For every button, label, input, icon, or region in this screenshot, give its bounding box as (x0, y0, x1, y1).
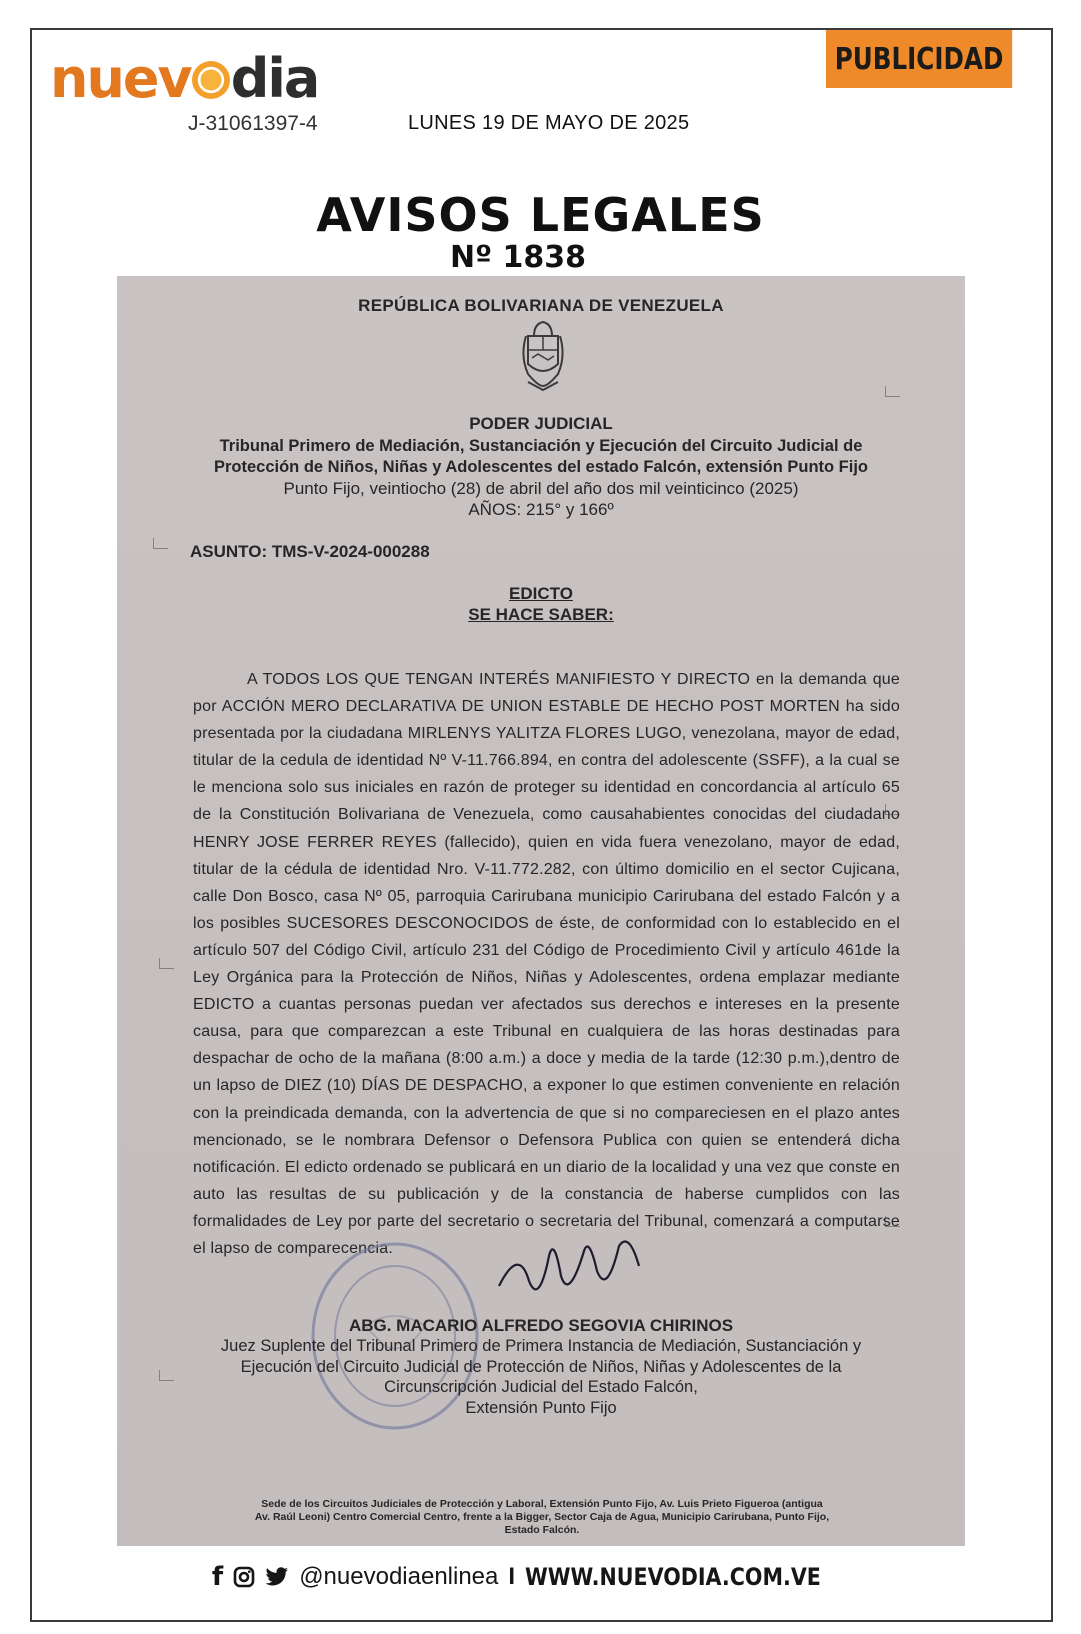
facebook-icon[interactable]: f (211, 1562, 224, 1592)
social-footer (0, 1562, 1081, 1592)
separator: I (508, 1563, 516, 1590)
logo-text-nuev: nuev (50, 47, 191, 110)
instagram-icon[interactable] (233, 1566, 255, 1588)
role-line-1: Juez Suplente del Tribunal Primero de Primera Instancia de Mediación, Sustanciación y (220, 1337, 862, 1355)
place-date-line: Punto Fijo, veintiocho (28) de abril del año dos mil veinticinco (2025) (283, 479, 799, 498)
scan-mark (159, 1370, 174, 1381)
se-hace-saber: SE HACE SABER: (468, 605, 614, 624)
years-line: AÑOS: 215° y 166º (468, 500, 614, 519)
address-line-2: Av. Raúl Leoni) Centro Comercial Centro, frente a la Bigger, Sector Caja de Agua, Municipio Carirubana, Punto Fijo, (254, 1511, 830, 1523)
tribunal-line-2: Protección de Niños, Niñas y Adolescentes del estado Falcón, extensión Punto Fijo (213, 458, 869, 476)
edicto-title: EDICTO (509, 584, 573, 603)
section-title: AVISOS LEGALES (316, 188, 765, 242)
notice-number: Nº 1838 (450, 240, 586, 275)
role-line-4: Extensión Punto Fijo (465, 1398, 617, 1417)
publication-date: LUNES 19 DE MAYO DE 2025 (408, 112, 690, 134)
legal-notice-scan (117, 276, 965, 1546)
place-and-date (117, 478, 965, 520)
social-handle[interactable]: @nuevodiaenlinea (299, 1563, 499, 1590)
role-line-3: Circunscripción Judicial del Estado Falcón, (384, 1378, 698, 1396)
poder-judicial-heading: PODER JUDICIAL (469, 414, 613, 433)
case-number: ASUNTO: TMS-V-2024-000288 (190, 542, 430, 561)
logo-text-dia: dia (230, 47, 319, 110)
republic-heading: REPÚBLICA BOLIVARIANA DE VENEZUELA (358, 296, 724, 315)
scan-mark (885, 386, 900, 397)
tribunal-name (117, 436, 965, 478)
edict-body: A TODOS LOS QUE TENGAN INTERÉS MANIFIESTO Y DIRECTO en la demanda que por ACCIÓN MERO DECLARATIVA DE UNION ESTABLE DE HECHO POST MORTEN ha sido presentada por la ciudadana MIRLENYS YALITZA FLORES LUGO, venezolana, mayor de edad, titular de la cedula de identidad Nº V-11.766.894, en contra del adolescente (SSFF), a la cual se le menciona solo sus iniciales en razón de proteger su identidad en concordancia al artículo 65 de la Constitución Bolivariana de Venezuela, como causahabientes conocidas del ciudadano HENRY JOSE FERRER REYES (fallecido), quien en vida fuera venezolano, mayor de edad, titular de la cédula de identidad Nro. V-11.772.282, con último domicilio en el sector Cujicana, calle Don Bosco, casa Nº 05, parroquia Carirubana municipio Carirubana del estado Falcón y a los posibles SUCESORES DESCONOCIDOS de éste, de conformidad con lo establecido en el artículo 507 del Código Civil, artículo 231 del Código de Procedimiento Civil y artículo 461de la Ley Orgánica para la Protección de Niños, Niñas y Adolescentes, ordena emplazar mediante EDICTO a cuantas personas puedan ver afectados sus derechos e intereses en la presente causa, para que comparezcan a este Tribunal en cualquiera de las horas destinadas para despachar de ocho de la mañana (8:00 a.m.) a doce y media de la tarde (12:30 p.m.),dentro de un lapso de DIEZ (10) DÍAS DE DESPACHO, a exponer lo que estimen conveniente en relación con la preindicada demanda, con la advertencia de que si no compareciesen en el plazo antes mencionado, se le nombrara Defensor o Defensora Publica con quien se entenderá dicha notificación. El edicto ordenado se publicará en un diario de la localidad y una vez que conste en auto las resultas de su publicación y de la constancia de haberse cumplidos con las formalidades de Ley por parte del secretario o secretaria del Tribunal, comenzará a computarse el lapso de comparecencia. (193, 671, 900, 1257)
scan-mark (885, 804, 900, 815)
twitter-icon[interactable] (265, 1567, 289, 1587)
signer-role (117, 1336, 965, 1418)
newspaper-logo (50, 47, 319, 110)
address-line-3: Estado Falcón. (504, 1524, 580, 1536)
handwritten-signature (489, 1226, 649, 1306)
court-address (197, 1498, 887, 1537)
sun-icon (192, 61, 230, 99)
scan-mark (885, 1216, 900, 1227)
website-link[interactable]: WWW.NUEVODIA.COM.VE (525, 1563, 821, 1591)
scan-mark (153, 538, 168, 549)
coat-of-arms-icon (498, 316, 588, 396)
scan-mark (159, 958, 174, 969)
edict-heading (117, 583, 965, 625)
publicidad-badge: PUBLICIDAD (826, 30, 1012, 88)
role-line-2: Ejecución del Circuito Judicial de Protección de Niños, Niñas y Adolescentes de la (240, 1357, 842, 1376)
tribunal-line-1: Tribunal Primero de Mediación, Sustanciación y Ejecución del Circuito Judicial de (219, 437, 863, 455)
address-line-1: Sede de los Circuitos Judiciales de Protección y Laboral, Extensión Punto Fijo, Av. Luis Prieto Figueroa (antigua (261, 1498, 823, 1510)
signer-name: ABG. MACARIO ALFREDO SEGOVIA CHIRINOS (348, 1316, 734, 1335)
tax-id: J-31061397-4 (188, 112, 318, 135)
